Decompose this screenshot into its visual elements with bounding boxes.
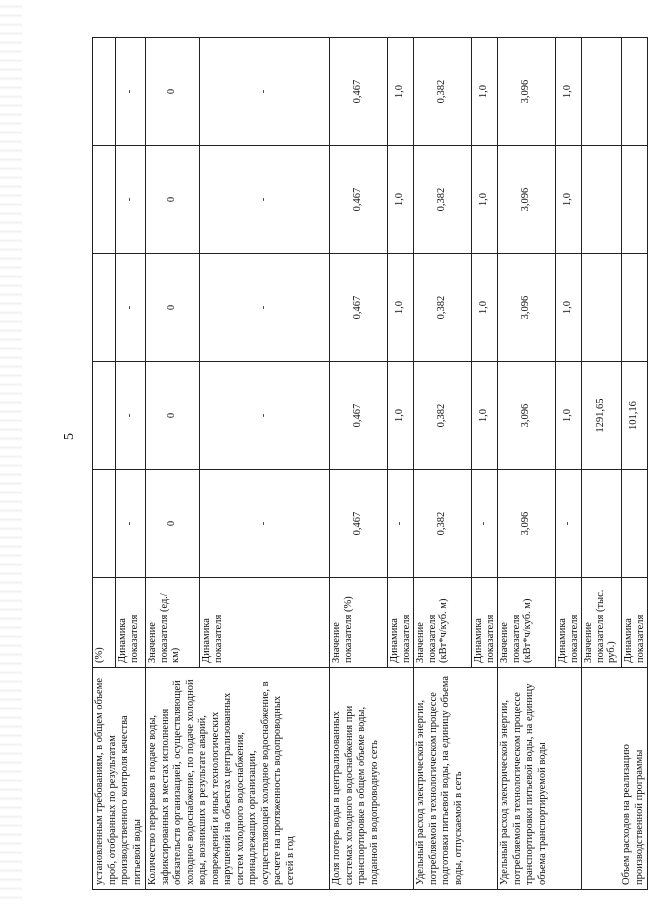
table-row xyxy=(414,38,472,890)
value-cell: 1,0 xyxy=(472,146,498,254)
unit-cell: Динамика показателя xyxy=(388,578,414,668)
unit-cell: (%) xyxy=(93,578,116,668)
value-cell: - xyxy=(116,254,146,362)
value-cell: 1,0 xyxy=(556,38,582,146)
value-cell xyxy=(582,146,622,254)
table-row xyxy=(498,38,556,890)
value-cell xyxy=(93,146,116,254)
value-cell: - xyxy=(200,146,330,254)
value-cell: 1,0 xyxy=(472,38,498,146)
value-cell: 1,0 xyxy=(556,146,582,254)
unit-cell: Значение показателя (тыс. руб.) xyxy=(582,578,622,668)
indicator-name: установленным требованиям, в общем объеме проб, отобранных по результатам производственного контроля качества питьевой воды xyxy=(93,668,146,890)
value-cell: - xyxy=(200,470,330,578)
unit-cell: Значение показателя (ед./км) xyxy=(146,578,200,668)
value-cell: 0,467 xyxy=(330,38,388,146)
value-cell xyxy=(93,254,116,362)
unit-cell: Динамика показателя xyxy=(472,578,498,668)
value-cell: 0,382 xyxy=(414,146,472,254)
value-cell: - xyxy=(116,146,146,254)
value-cell xyxy=(93,470,116,578)
value-cell xyxy=(93,38,116,146)
value-cell: - xyxy=(556,470,582,578)
unit-cell: Динамика показателя xyxy=(200,578,330,668)
table-row xyxy=(582,38,622,890)
value-cell: 0 xyxy=(146,470,200,578)
value-cell: 3,096 xyxy=(498,254,556,362)
value-cell: - xyxy=(200,254,330,362)
unit-cell: Динамика показателя xyxy=(556,578,582,668)
indicator-name: Удельный расход электрической энергии, потребляемой в технологическом процессе транспортировки питьевой воды, на единицу объема транспортируемой воды xyxy=(498,668,582,890)
value-cell: 0 xyxy=(146,254,200,362)
value-cell: 1,0 xyxy=(388,362,414,470)
indicators-table xyxy=(92,37,648,890)
indicator-name: Доля потерь воды в централизованных системах холодного водоснабжения при транспортировке в общем объеме воды, поданной в водопроводную сеть xyxy=(330,668,414,890)
rotated-page xyxy=(92,38,646,890)
value-cell xyxy=(582,38,622,146)
value-cell: 1,0 xyxy=(388,146,414,254)
indicator-name: Объем расходов на реализацию производственной программы xyxy=(582,668,648,890)
value-cell: 0,467 xyxy=(330,362,388,470)
value-cell: 0,467 xyxy=(330,254,388,362)
unit-cell: Значение показателя (кВт*ч/куб. м) xyxy=(414,578,472,668)
value-cell: - xyxy=(472,470,498,578)
value-cell: - xyxy=(200,38,330,146)
value-cell: - xyxy=(116,470,146,578)
indicator-name: Количество перерывов в подаче воды, зафиксированных в местах исполнения обязательств организацией, осуществляющей холодное водоснабжение, по подаче холодной воды, возникших в результате аварий, повреждений и иных технологических нарушений на объектах централизованных систем холодного водоснабжения, принадлежащих организации, осуществляющей холодное водоснабжение, в расчете на протяженность водопроводных сетей в год xyxy=(146,668,330,890)
value-cell: 0,467 xyxy=(330,470,388,578)
value-cell: 3,096 xyxy=(498,470,556,578)
table-row xyxy=(330,38,388,890)
value-cell: 101,16 xyxy=(622,362,648,470)
value-cell: 1,0 xyxy=(472,362,498,470)
value-cell: 3,096 xyxy=(498,146,556,254)
value-cell: 1,0 xyxy=(388,254,414,362)
unit-cell: Динамика показателя xyxy=(116,578,146,668)
value-cell xyxy=(622,470,648,578)
value-cell: 1,0 xyxy=(556,362,582,470)
value-cell: 0,382 xyxy=(414,254,472,362)
value-cell: 0 xyxy=(146,146,200,254)
unit-cell: Значение показателя (кВт*ч/куб. м) xyxy=(498,578,556,668)
value-cell: 0,382 xyxy=(414,362,472,470)
value-cell xyxy=(93,362,116,470)
value-cell: 1,0 xyxy=(472,254,498,362)
unit-cell: Значение показателя (%) xyxy=(330,578,388,668)
value-cell xyxy=(582,254,622,362)
page-number: 5 xyxy=(62,433,77,440)
value-cell: 1,0 xyxy=(556,254,582,362)
indicator-name: Удельный расход электрической энергии, потребляемой в технологическом процессе подготовки питьевой воды, на единицу объема воды, отпускаемой в сеть xyxy=(414,668,498,890)
value-cell: 0 xyxy=(146,38,200,146)
value-cell: 3,096 xyxy=(498,38,556,146)
value-cell: 0,382 xyxy=(414,38,472,146)
value-cell: - xyxy=(200,362,330,470)
value-cell: 0,467 xyxy=(330,146,388,254)
value-cell: 0,382 xyxy=(414,470,472,578)
value-cell xyxy=(622,254,648,362)
value-cell: - xyxy=(388,470,414,578)
value-cell xyxy=(622,38,648,146)
unit-cell: Динамика показателя xyxy=(622,578,648,668)
value-cell: 3,096 xyxy=(498,362,556,470)
value-cell: - xyxy=(116,38,146,146)
table-row xyxy=(93,38,116,890)
value-cell: - xyxy=(116,362,146,470)
scan-edge xyxy=(0,0,22,905)
value-cell: 0 xyxy=(146,362,200,470)
value-cell: 1291,65 xyxy=(582,362,622,470)
value-cell xyxy=(582,470,622,578)
table-row xyxy=(146,38,200,890)
value-cell xyxy=(622,146,648,254)
value-cell: 1,0 xyxy=(388,38,414,146)
